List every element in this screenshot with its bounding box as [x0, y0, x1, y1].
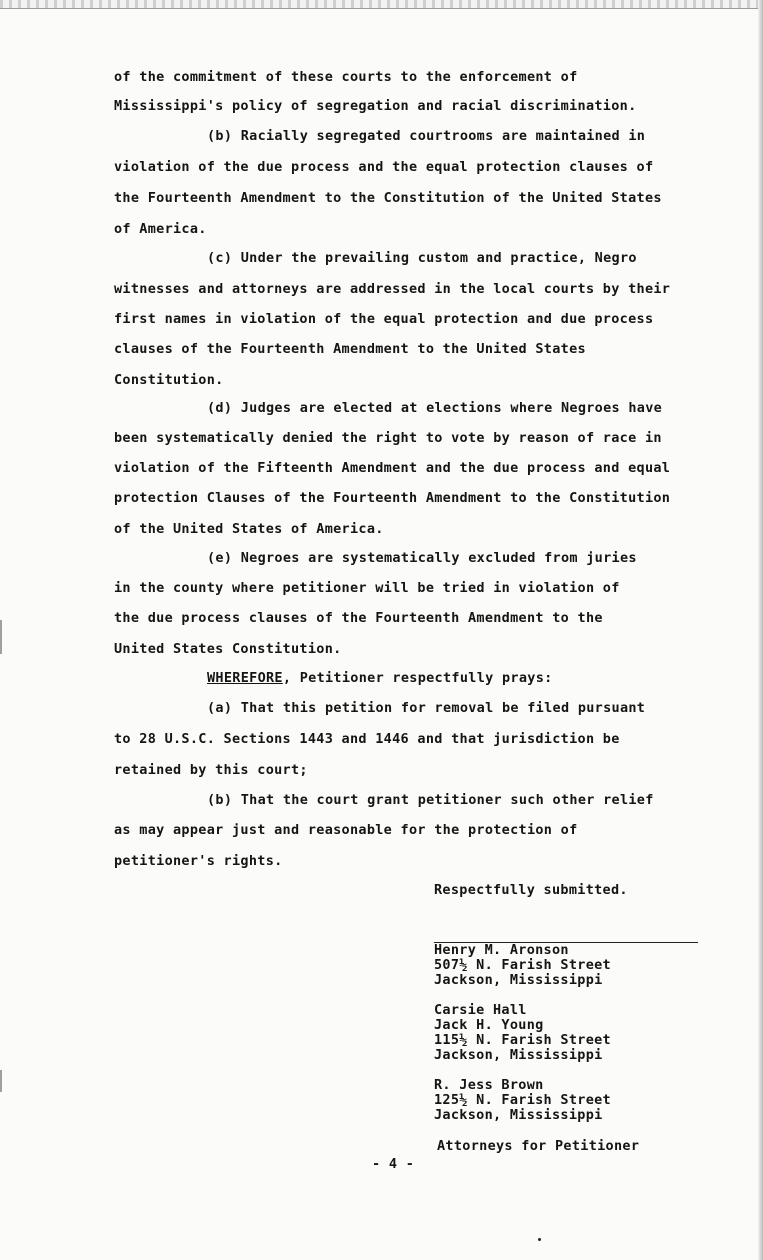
attorney-line: 125½ N. Farish Street: [434, 1092, 611, 1108]
wherefore-text: , Petitioner respectfully prays:: [282, 670, 553, 686]
attorney-line: R. Jess Brown: [434, 1077, 544, 1093]
attorney-line: 115½ N. Farish Street: [434, 1032, 611, 1048]
scan-left-mark: [0, 620, 2, 654]
body-line: of the United States of America.: [114, 521, 384, 537]
attorney-line: 507½ N. Farish Street: [434, 957, 611, 973]
body-line: clauses of the Fourteenth Amendment to the United States: [114, 341, 586, 357]
prayer-line: (a) That this petition for removal be filed pursuant: [207, 700, 646, 716]
prayer-line: petitioner's rights.: [114, 853, 283, 869]
body-line: of the commitment of these courts to the enforcement of: [114, 69, 578, 85]
wherefore-heading: WHEREFORE: [207, 670, 283, 686]
page-number: - 4 -: [372, 1156, 415, 1172]
body-line: (b) Racially segregated courtrooms are maintained in: [207, 128, 646, 144]
scan-right-edge: [758, 0, 763, 1260]
body-line: United States Constitution.: [114, 641, 342, 657]
body-line: violation of the due process and the equal protection clauses of: [114, 159, 654, 175]
body-line: first names in violation of the equal protection and due process: [114, 311, 654, 327]
body-line: Mississippi's policy of segregation and racial discrimination.: [114, 98, 637, 114]
body-line: (e) Negroes are systematically excluded from juries: [207, 550, 637, 566]
prayer-line: (b) That the court grant petitioner such other relief: [207, 792, 654, 808]
closing-text: Respectfully submitted.: [434, 882, 628, 898]
prayer-line: to 28 U.S.C. Sections 1443 and 1446 and that jurisdiction be: [114, 731, 620, 747]
attorney-line: Carsie Hall: [434, 1002, 527, 1018]
body-line: in the county where petitioner will be tried in violation of: [114, 580, 620, 596]
body-line: been systematically denied the right to vote by reason of race in: [114, 430, 662, 446]
attorney-line: Jackson, Mississippi: [434, 1047, 603, 1063]
body-line: (c) Under the prevailing custom and practice, Negro: [207, 250, 637, 266]
attorneys-for-label: Attorneys for Petitioner: [437, 1138, 640, 1154]
scan-speck: [538, 1238, 541, 1241]
prayer-line: as may appear just and reasonable for the protection of: [114, 822, 578, 838]
attorney-line: Jackson, Mississippi: [434, 1107, 603, 1123]
attorney-line: Jack H. Young: [434, 1017, 544, 1033]
body-line: the Fourteenth Amendment to the Constitution of the United States: [114, 190, 662, 206]
body-line: witnesses and attorneys are addressed in the local courts by their: [114, 281, 671, 297]
body-line: the due process clauses of the Fourteenth Amendment to the: [114, 610, 603, 626]
scan-left-mark: [0, 1070, 2, 1092]
body-line: (d) Judges are elected at elections where Negroes have: [207, 400, 663, 416]
attorney-line: Jackson, Mississippi: [434, 972, 603, 988]
body-line: of America.: [114, 221, 207, 237]
body-line: violation of the Fifteenth Amendment and the due process and equal: [114, 460, 671, 476]
prayer-line: retained by this court;: [114, 762, 308, 778]
body-line: Constitution.: [114, 372, 224, 388]
body-line: protection Clauses of the Fourteenth Amendment to the Constitution: [114, 490, 671, 506]
wherefore-line: [207, 670, 553, 686]
attorney-line: Henry M. Aronson: [434, 942, 569, 958]
scan-top-edge: [0, 0, 763, 9]
